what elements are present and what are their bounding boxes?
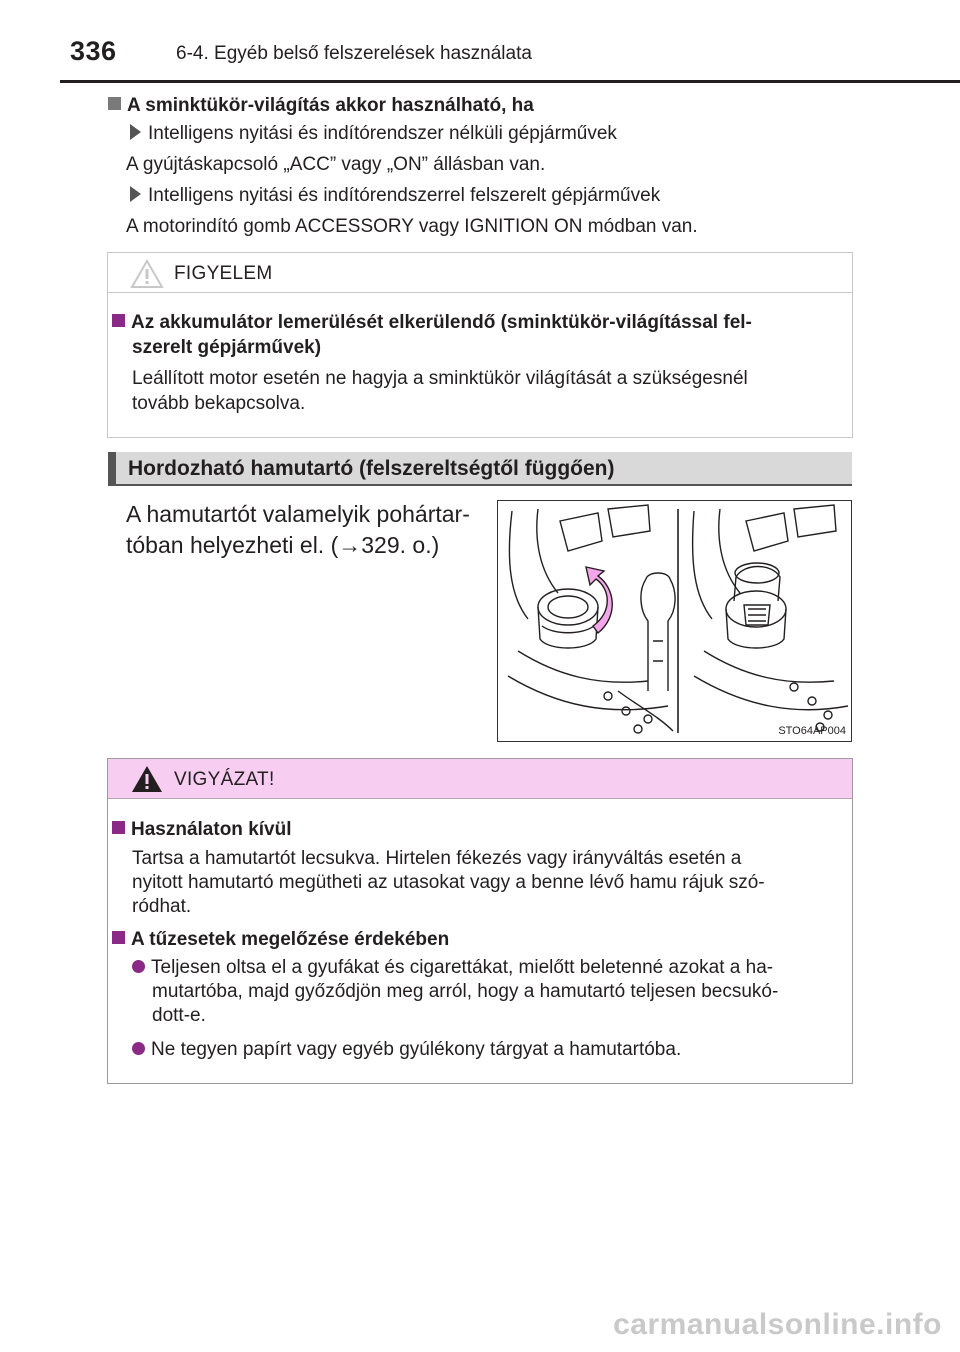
warning-text-line-3: ródhat. xyxy=(132,896,192,917)
circle-bullet-icon xyxy=(132,1042,145,1055)
warning-box xyxy=(107,758,853,1084)
square-bullet-icon xyxy=(112,821,125,834)
watermark: carmanualsonline.info xyxy=(613,1308,942,1341)
intro-heading: A sminktükör-világítás akkor használható, ha xyxy=(108,95,534,117)
condition-text-2: A motorindító gomb ACCESSORY vagy IGNITION ON módban van. xyxy=(126,216,698,237)
warning-bullet-2: Ne tegyen papírt vagy egyéb gyúlékony tárgyat a hamutartóba. xyxy=(132,1039,681,1061)
notice-box xyxy=(107,252,853,438)
notice-heading: Az akkumulátor lemerülését elkerülendő (sminktükör-világítással fel- xyxy=(112,312,752,334)
warning-triangle-icon xyxy=(130,259,164,289)
notice-body-line-2: tovább bekapcsolva. xyxy=(132,393,306,414)
ashtray-illustration xyxy=(497,500,852,742)
header-divider xyxy=(60,80,960,83)
section-text-line-1: A hamutartót valamelyik pohártar- xyxy=(126,501,470,527)
circle-bullet-icon xyxy=(132,960,145,973)
warning-bullet-1-line-3: dott-e. xyxy=(152,1005,206,1026)
warning-triangle-icon xyxy=(130,764,164,794)
notice-header xyxy=(108,253,852,293)
section-title: Hordozható hamutartó (felszereltségtől függően) xyxy=(128,457,615,480)
square-bullet-icon xyxy=(112,314,125,327)
warning-bullet-1-line-1: Teljesen oltsa el a gyufákat és cigarettákat, mielőtt beletenné azokat a ha- xyxy=(132,957,773,979)
notice-label: FIGYELEM xyxy=(174,263,273,284)
warning-header xyxy=(108,759,852,799)
warning-text-line-1: Tartsa a hamutartót lecsukva. Hirtelen fékezés vagy irányváltás esetén a xyxy=(132,848,742,869)
notice-body-line-1: Leállított motor esetén ne hagyja a sminktükör világítását a szükségesnél xyxy=(132,368,748,389)
arrow-right-icon: → xyxy=(338,532,362,558)
warning-text-line-2: nyitott hamutartó megütheti az utasokat vagy a benne lévő hamu rájuk szó- xyxy=(132,872,765,893)
warning-heading-1: Használaton kívül xyxy=(112,819,292,841)
triangle-bullet-icon xyxy=(130,124,141,140)
square-bullet-icon xyxy=(108,97,121,110)
section-text-line-2: tóban helyezheti el. (→329. o.) xyxy=(126,532,440,558)
warning-bullet-1-line-2: mutartóba, majd győződjön meg arról, hogy a hamutartó teljesen becsukó- xyxy=(152,981,779,1002)
triangle-bullet-icon xyxy=(130,186,141,202)
notice-heading-cont: szerelt gépjárművek) xyxy=(132,337,322,358)
page-reference-link[interactable]: 329. o.) xyxy=(361,532,440,558)
ashtray-drawing xyxy=(498,501,850,740)
warning-label: VIGYÁZAT! xyxy=(174,769,275,790)
figure-code: STO64AP004 xyxy=(778,725,846,737)
section-accent xyxy=(108,452,116,484)
warning-heading-2: A tűzesetek megelőzése érdekében xyxy=(112,929,449,951)
section-title-bar xyxy=(108,452,852,486)
page-number: 336 xyxy=(70,36,117,66)
condition-no-smart-key: Intelligens nyitási és indítórendszer nélküli gépjárművek xyxy=(130,123,617,145)
condition-smart-key: Intelligens nyitási és indítórendszerrel felszerelt gépjárművek xyxy=(130,185,660,207)
square-bullet-icon xyxy=(112,931,125,944)
condition-text-1: A gyújtáskapcsoló „ACC” vagy „ON” állásban van. xyxy=(126,154,546,175)
chapter-title: 6-4. Egyéb belső felszerelések használata xyxy=(176,43,532,64)
